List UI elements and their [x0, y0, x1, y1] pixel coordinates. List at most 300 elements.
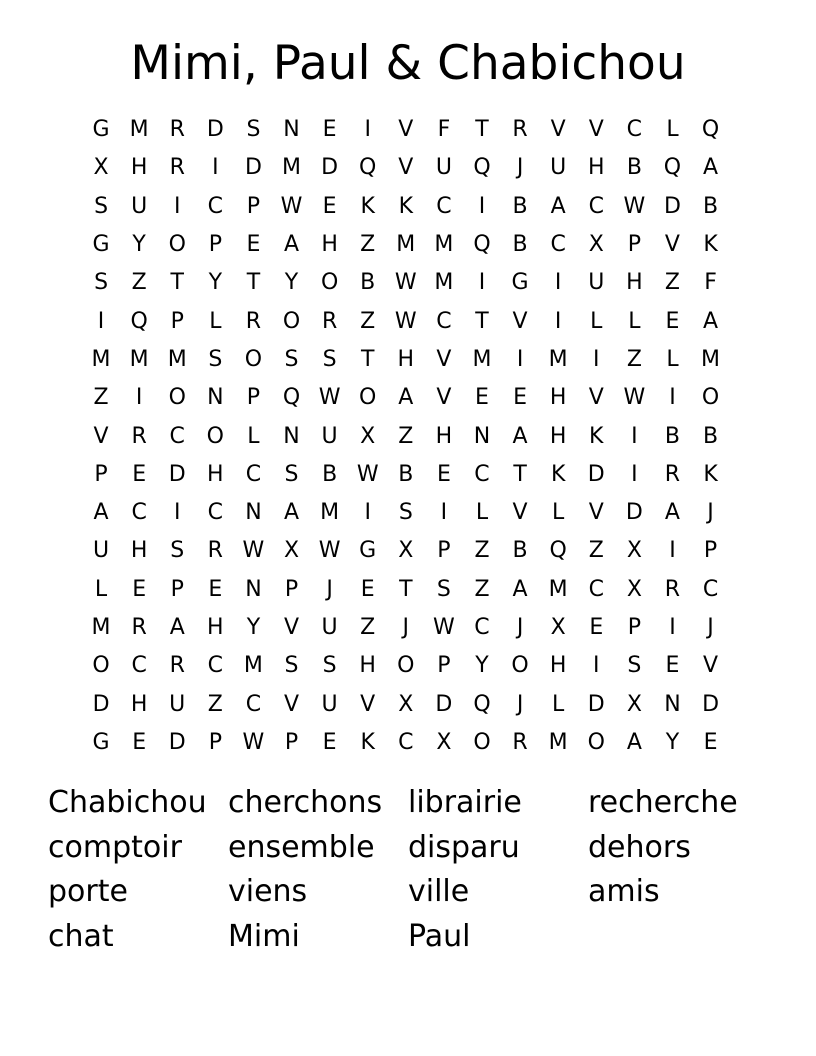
grid-cell[interactable]: D — [244, 155, 262, 181]
word-list-item: Chabichou — [48, 785, 207, 820]
grid-cell[interactable]: P — [94, 461, 108, 487]
grid-cell[interactable]: H — [130, 691, 148, 717]
grid-cell[interactable]: P — [437, 538, 451, 564]
grid-cell[interactable]: W — [280, 193, 303, 219]
grid-cell[interactable]: J — [707, 500, 714, 526]
grid-cell[interactable]: I — [135, 385, 143, 411]
grid-cell[interactable]: H — [207, 615, 224, 640]
grid-cell[interactable]: I — [478, 193, 486, 219]
grid-cell[interactable]: P — [627, 232, 641, 258]
grid-cell[interactable]: A — [664, 500, 680, 526]
grid-cell[interactable]: C — [398, 729, 414, 755]
grid-cell[interactable]: C — [436, 193, 452, 219]
grid-cell[interactable]: D — [206, 117, 224, 143]
grid-cell[interactable]: E — [322, 729, 337, 755]
grid-cell[interactable]: J — [707, 615, 714, 640]
grid-cell[interactable]: L — [552, 691, 565, 717]
grid-cell[interactable]: L — [552, 500, 565, 526]
grid-cell[interactable]: O — [473, 729, 491, 755]
grid-cell[interactable]: J — [516, 615, 524, 640]
grid-cell[interactable]: P — [284, 729, 299, 755]
grid-cell[interactable]: S — [284, 346, 299, 372]
grid-cell[interactable]: U — [550, 155, 567, 181]
grid-cell[interactable]: T — [246, 270, 261, 296]
grid-cell[interactable]: U — [92, 538, 110, 564]
grid-cell[interactable]: S — [246, 117, 261, 143]
grid-cell[interactable]: O — [282, 308, 301, 334]
grid-cell[interactable]: P — [284, 576, 299, 602]
grid-cell[interactable]: N — [245, 576, 262, 602]
grid-cell[interactable]: V — [512, 500, 528, 526]
grid-cell[interactable]: M — [91, 346, 111, 372]
grid-cell[interactable]: X — [626, 538, 642, 564]
grid-cell[interactable]: C — [436, 308, 452, 334]
grid-cell[interactable]: W — [394, 308, 417, 334]
grid-cell[interactable]: I — [173, 500, 181, 526]
grid-cell[interactable]: X — [398, 691, 414, 717]
grid-row — [82, 494, 730, 532]
grid-cell[interactable]: D — [168, 461, 186, 487]
grid-cell[interactable]: I — [173, 193, 181, 219]
grid-cell[interactable]: K — [360, 193, 375, 219]
grid-cell[interactable]: W — [242, 729, 265, 755]
grid-cell[interactable]: V — [703, 653, 719, 679]
grid-cell[interactable]: X — [626, 576, 642, 602]
grid-cell[interactable]: M — [396, 232, 416, 258]
grid-cell[interactable]: I — [669, 538, 676, 564]
grid-cell[interactable]: W — [318, 538, 341, 564]
grid-cell[interactable]: H — [587, 155, 605, 181]
grid-cell[interactable]: S — [94, 193, 109, 219]
grid-cell[interactable]: I — [212, 155, 219, 181]
grid-cell[interactable]: J — [326, 576, 333, 602]
grid-cell[interactable]: K — [550, 461, 566, 487]
grid-cell[interactable]: Q — [130, 308, 148, 334]
grid-cell[interactable]: J — [516, 691, 524, 717]
grid-cell[interactable]: X — [360, 423, 376, 449]
grid-cell[interactable]: M — [434, 270, 454, 296]
grid-cell[interactable]: Z — [360, 615, 376, 640]
grid-cell[interactable]: N — [473, 423, 491, 449]
grid-cell[interactable]: D — [168, 729, 186, 755]
grid-cell[interactable]: A — [703, 155, 719, 181]
grid-cell[interactable]: Q — [473, 691, 491, 717]
grid-cell[interactable]: Y — [475, 653, 489, 679]
grid-cell[interactable]: O — [397, 653, 415, 679]
grid-cell[interactable]: H — [130, 155, 148, 181]
grid-cell[interactable]: V — [398, 117, 414, 143]
grid-cell[interactable]: E — [360, 576, 375, 602]
grid-cell[interactable]: Q — [473, 155, 491, 181]
grid-cell[interactable]: O — [587, 729, 605, 755]
grid-cell[interactable]: H — [207, 461, 224, 487]
grid-cell[interactable]: V — [436, 385, 452, 411]
grid-cell[interactable]: I — [631, 423, 638, 449]
grid-cell[interactable]: J — [402, 615, 410, 640]
grid-cell[interactable]: U — [321, 691, 338, 717]
grid-cell[interactable]: X — [93, 155, 109, 181]
grid-cell[interactable]: P — [208, 232, 222, 258]
grid-cell[interactable]: V — [360, 691, 376, 717]
grid-cell[interactable]: M — [472, 346, 492, 372]
grid-cell[interactable]: R — [131, 615, 147, 640]
grid-cell[interactable]: R — [245, 308, 262, 334]
grid-cell[interactable]: C — [588, 193, 604, 219]
grid-cell[interactable]: P — [170, 576, 184, 602]
grid-cell[interactable]: Z — [664, 270, 680, 296]
grid-cell[interactable]: C — [474, 461, 490, 487]
grid-cell[interactable]: S — [284, 461, 299, 487]
grid-cell[interactable]: I — [97, 308, 105, 334]
grid-cell[interactable]: O — [511, 653, 529, 679]
grid-cell[interactable]: Q — [549, 538, 567, 564]
grid-cell[interactable]: W — [394, 270, 417, 296]
grid-cell[interactable]: O — [168, 385, 186, 411]
grid-cell[interactable]: H — [435, 423, 453, 449]
grid-cell[interactable]: E — [322, 117, 337, 143]
grid-cell[interactable]: B — [398, 461, 414, 487]
grid-cell[interactable]: V — [93, 423, 109, 449]
grid-cell[interactable]: H — [321, 232, 338, 258]
grid-cell[interactable]: I — [478, 270, 486, 296]
grid-cell[interactable]: F — [437, 117, 451, 143]
grid-cell[interactable]: L — [666, 117, 679, 143]
grid-cell[interactable]: X — [626, 691, 642, 717]
grid-cell[interactable]: T — [475, 117, 489, 143]
grid-cell[interactable]: P — [170, 308, 184, 334]
grid-cell[interactable]: M — [701, 346, 721, 372]
grid-cell[interactable]: M — [129, 117, 149, 143]
grid-cell[interactable]: C — [131, 653, 147, 679]
grid-cell[interactable]: R — [169, 155, 185, 181]
grid-cell[interactable]: R — [664, 461, 681, 487]
word-list-item: chat — [48, 919, 114, 955]
grid-cell[interactable]: L — [628, 308, 641, 334]
grid-cell[interactable]: G — [511, 270, 529, 296]
grid-cell[interactable]: Y — [284, 270, 299, 296]
grid-cell[interactable]: Q — [663, 155, 682, 181]
grid-cell[interactable]: E — [665, 308, 680, 334]
grid-cell[interactable]: M — [243, 653, 263, 679]
grid-cell[interactable]: I — [516, 346, 524, 372]
grid-cell[interactable]: N — [283, 423, 300, 449]
grid-row — [82, 532, 730, 570]
grid-cell[interactable]: E — [703, 729, 718, 755]
grid-cell[interactable]: M — [167, 346, 187, 372]
grid-cell[interactable]: I — [593, 653, 600, 679]
word-list-item: Mimi — [228, 919, 300, 955]
grid-cell[interactable]: K — [398, 193, 414, 219]
grid-cell[interactable]: G — [92, 729, 110, 755]
grid-cell[interactable]: H — [359, 653, 376, 679]
grid-cell[interactable]: J — [516, 155, 524, 181]
grid-cell[interactable]: I — [364, 500, 371, 526]
grid-cell[interactable]: S — [627, 653, 642, 679]
grid-cell[interactable]: X — [550, 615, 566, 640]
grid-cell[interactable]: X — [588, 232, 604, 258]
grid-cell[interactable]: W — [242, 538, 265, 564]
grid-cell[interactable]: H — [549, 653, 567, 679]
grid-cell[interactable]: V — [664, 232, 680, 258]
grid-cell[interactable]: V — [550, 117, 566, 143]
grid-cell[interactable]: O — [701, 385, 720, 411]
grid-cell[interactable]: H — [626, 270, 643, 296]
grid-cell[interactable]: C — [207, 653, 224, 679]
grid-cell[interactable]: S — [208, 346, 223, 372]
grid-cell[interactable]: W — [356, 461, 379, 487]
grid-cell[interactable]: D — [663, 193, 681, 219]
grid-cell[interactable]: B — [703, 423, 719, 449]
grid-cell[interactable]: B — [322, 461, 338, 487]
grid-cell[interactable]: B — [664, 423, 680, 449]
grid-cell[interactable]: S — [94, 270, 109, 296]
grid-cell[interactable]: I — [593, 346, 600, 372]
grid-cell[interactable]: Z — [207, 691, 223, 717]
grid-cell[interactable]: U — [321, 615, 338, 640]
grid-cell[interactable]: R — [512, 729, 528, 755]
grid-cell[interactable]: Y — [132, 232, 146, 258]
grid-cell[interactable]: M — [434, 232, 454, 258]
grid-cell[interactable]: Z — [474, 538, 490, 564]
grid-cell[interactable]: E — [475, 385, 489, 411]
grid-cell[interactable]: Q — [359, 155, 377, 181]
grid-cell[interactable]: V — [588, 117, 604, 143]
grid-cell[interactable]: U — [169, 691, 186, 717]
grid-cell[interactable]: C — [207, 193, 224, 219]
grid-cell[interactable]: O — [359, 385, 377, 411]
grid-cell[interactable]: C — [131, 500, 147, 526]
grid-cell[interactable]: B — [703, 193, 719, 219]
grid-cell[interactable]: A — [93, 500, 109, 526]
word-list-item: ville — [408, 874, 470, 910]
grid-cell[interactable]: K — [589, 423, 604, 449]
grid-cell[interactable]: E — [132, 576, 147, 602]
grid-cell[interactable]: B — [512, 538, 528, 564]
grid-cell[interactable]: M — [320, 500, 340, 526]
grid-cell[interactable]: E — [132, 729, 147, 755]
grid-cell[interactable]: U — [435, 155, 452, 181]
grid-cell[interactable]: U — [321, 423, 338, 449]
grid-cell[interactable]: M — [91, 615, 111, 640]
grid-cell[interactable]: Y — [208, 270, 223, 296]
grid-cell[interactable]: G — [359, 538, 377, 564]
grid-cell[interactable]: Y — [246, 615, 261, 640]
grid-cell[interactable]: P — [703, 538, 718, 564]
grid-cell[interactable]: L — [475, 500, 489, 526]
grid-cell[interactable]: M — [282, 155, 301, 181]
grid-cell[interactable]: R — [321, 308, 338, 334]
grid-cell[interactable]: R — [664, 576, 681, 602]
grid-cell[interactable]: G — [92, 232, 110, 258]
grid-cell[interactable]: E — [246, 232, 261, 258]
grid-cell[interactable]: O — [320, 270, 339, 296]
grid-cell[interactable]: A — [283, 232, 300, 258]
grid-cell[interactable]: L — [590, 308, 603, 334]
grid-cell[interactable]: B — [626, 155, 642, 181]
word-list-item: dehors — [588, 829, 691, 865]
grid-cell[interactable]: Z — [588, 538, 604, 564]
grid-cell[interactable]: L — [666, 346, 679, 372]
grid-cell[interactable]: Z — [131, 270, 147, 296]
grid-cell[interactable]: I — [554, 270, 562, 296]
grid-cell[interactable]: B — [360, 270, 376, 296]
grid-cell[interactable]: V — [283, 615, 300, 640]
grid-cell[interactable]: V — [283, 691, 300, 717]
grid-cell[interactable]: T — [475, 308, 489, 334]
grid-cell[interactable]: S — [322, 653, 337, 679]
grid-cell[interactable]: A — [626, 729, 642, 755]
grid-cell[interactable]: P — [246, 193, 261, 219]
grid-cell[interactable]: W — [623, 385, 646, 411]
grid-cell[interactable]: A — [512, 423, 528, 449]
grid-cell[interactable]: C — [702, 576, 719, 602]
grid-cell[interactable]: E — [436, 461, 451, 487]
grid-cell[interactable]: R — [512, 117, 528, 143]
grid-cell[interactable]: S — [170, 538, 185, 564]
grid-cell[interactable]: Z — [360, 308, 376, 334]
grid-cell[interactable]: X — [398, 538, 414, 564]
grid-cell[interactable]: N — [245, 500, 262, 526]
grid-cell[interactable]: O — [168, 232, 186, 258]
grid-cell[interactable]: A — [512, 576, 528, 602]
grid-cell[interactable]: O — [92, 653, 110, 679]
grid-cell[interactable]: H — [549, 385, 567, 411]
grid-cell[interactable]: I — [631, 461, 638, 487]
grid-cell[interactable]: Z — [474, 576, 490, 602]
grid-cell[interactable]: F — [704, 270, 717, 296]
grid-cell[interactable]: C — [169, 423, 185, 449]
grid-cell[interactable]: C — [245, 691, 262, 717]
grid-cell[interactable]: S — [436, 576, 451, 602]
grid-cell[interactable]: E — [322, 193, 337, 219]
grid-cell[interactable]: D — [435, 691, 453, 717]
grid-cell[interactable]: E — [589, 615, 604, 640]
grid-cell[interactable]: I — [554, 308, 562, 334]
grid-cell[interactable]: C — [474, 615, 490, 640]
grid-cell[interactable]: U — [588, 270, 605, 296]
grid-cell[interactable]: Q — [701, 117, 720, 143]
grid-cell[interactable]: M — [129, 346, 149, 372]
grid-cell[interactable]: R — [169, 653, 185, 679]
grid-cell[interactable]: L — [94, 576, 108, 602]
grid-cell[interactable]: K — [703, 461, 718, 487]
grid-cell[interactable]: V — [588, 385, 604, 411]
grid-cell[interactable]: X — [436, 729, 452, 755]
grid-cell[interactable]: Y — [665, 729, 680, 755]
grid-cell[interactable]: K — [360, 729, 375, 755]
grid-cell[interactable]: V — [588, 500, 604, 526]
grid-cell[interactable]: A — [550, 193, 566, 219]
grid-cell[interactable]: R — [169, 117, 185, 143]
grid-cell[interactable]: Z — [360, 232, 376, 258]
grid-cell[interactable]: E — [665, 653, 680, 679]
grid-cell[interactable]: S — [322, 346, 337, 372]
grid-cell[interactable]: D — [702, 691, 720, 717]
grid-cell[interactable]: R — [207, 538, 223, 564]
grid-cell[interactable]: M — [548, 729, 568, 755]
grid-cell[interactable]: M — [548, 576, 568, 602]
grid-cell[interactable]: T — [399, 576, 413, 602]
grid-cell[interactable]: H — [397, 346, 415, 372]
grid-cell[interactable]: L — [209, 308, 222, 334]
grid-cell[interactable]: C — [588, 576, 604, 602]
grid-cell[interactable]: M — [548, 346, 568, 372]
grid-cell[interactable]: B — [512, 232, 528, 258]
grid-cell[interactable]: U — [131, 193, 148, 219]
grid-cell[interactable]: A — [169, 615, 185, 640]
grid-cell[interactable]: C — [207, 500, 224, 526]
grid-cell[interactable]: P — [246, 385, 261, 411]
grid-cell[interactable]: E — [513, 385, 528, 411]
grid-cell[interactable]: W — [318, 385, 341, 411]
grid-cell[interactable]: O — [244, 346, 263, 372]
grid-cell[interactable]: D — [625, 500, 643, 526]
grid-cell[interactable]: O — [206, 423, 224, 449]
grid-cell[interactable]: A — [283, 500, 300, 526]
grid-cell[interactable]: V — [398, 155, 414, 181]
grid-cell[interactable]: E — [208, 576, 223, 602]
grid-cell[interactable]: I — [669, 615, 676, 640]
grid-cell[interactable]: P — [208, 729, 222, 755]
grid-cell[interactable]: R — [131, 423, 147, 449]
grid-cell[interactable]: T — [170, 270, 184, 296]
grid-cell[interactable]: H — [549, 423, 567, 449]
grid-cell[interactable]: D — [92, 691, 110, 717]
word-list-item: porte — [48, 874, 128, 910]
grid-cell[interactable]: N — [283, 117, 300, 143]
grid-cell[interactable]: B — [512, 193, 528, 219]
grid-cell[interactable]: Z — [626, 346, 642, 372]
letter-grid[interactable] — [82, 111, 730, 762]
grid-cell[interactable]: G — [92, 117, 110, 143]
grid-cell[interactable]: V — [512, 308, 528, 334]
grid-cell[interactable]: Z — [93, 385, 109, 411]
grid-cell[interactable]: S — [398, 500, 413, 526]
grid-cell[interactable]: K — [703, 232, 718, 258]
grid-cell[interactable]: T — [513, 461, 527, 487]
grid-row — [82, 724, 730, 762]
grid-cell[interactable]: I — [364, 117, 371, 143]
grid-cell[interactable]: W — [433, 615, 455, 640]
grid-cell[interactable]: N — [207, 385, 224, 411]
grid-cell[interactable]: P — [437, 653, 451, 679]
grid-cell[interactable]: I — [669, 385, 676, 411]
grid-cell[interactable]: D — [587, 691, 605, 717]
grid-cell[interactable]: C — [550, 232, 566, 258]
grid-cell[interactable]: E — [132, 461, 147, 487]
grid-cell[interactable]: A — [398, 385, 414, 411]
grid-cell[interactable]: Q — [282, 385, 301, 411]
grid-cell[interactable]: Z — [398, 423, 414, 449]
grid-cell[interactable]: C — [245, 461, 262, 487]
grid-cell[interactable]: X — [283, 538, 300, 564]
grid-cell[interactable]: V — [436, 346, 452, 372]
grid-cell[interactable]: D — [321, 155, 339, 181]
grid-row — [82, 149, 730, 187]
grid-cell[interactable]: H — [130, 538, 148, 564]
grid-cell[interactable]: P — [627, 615, 641, 640]
grid-cell[interactable]: S — [284, 653, 299, 679]
grid-cell[interactable]: W — [623, 193, 646, 219]
grid-cell[interactable]: D — [587, 461, 605, 487]
grid-cell[interactable]: I — [440, 500, 448, 526]
grid-cell[interactable]: L — [247, 423, 260, 449]
grid-cell[interactable]: N — [664, 691, 681, 717]
grid-cell[interactable]: T — [360, 346, 375, 372]
grid-cell[interactable]: A — [703, 308, 719, 334]
grid-cell[interactable]: Q — [473, 232, 491, 258]
grid-cell[interactable]: C — [626, 117, 643, 143]
